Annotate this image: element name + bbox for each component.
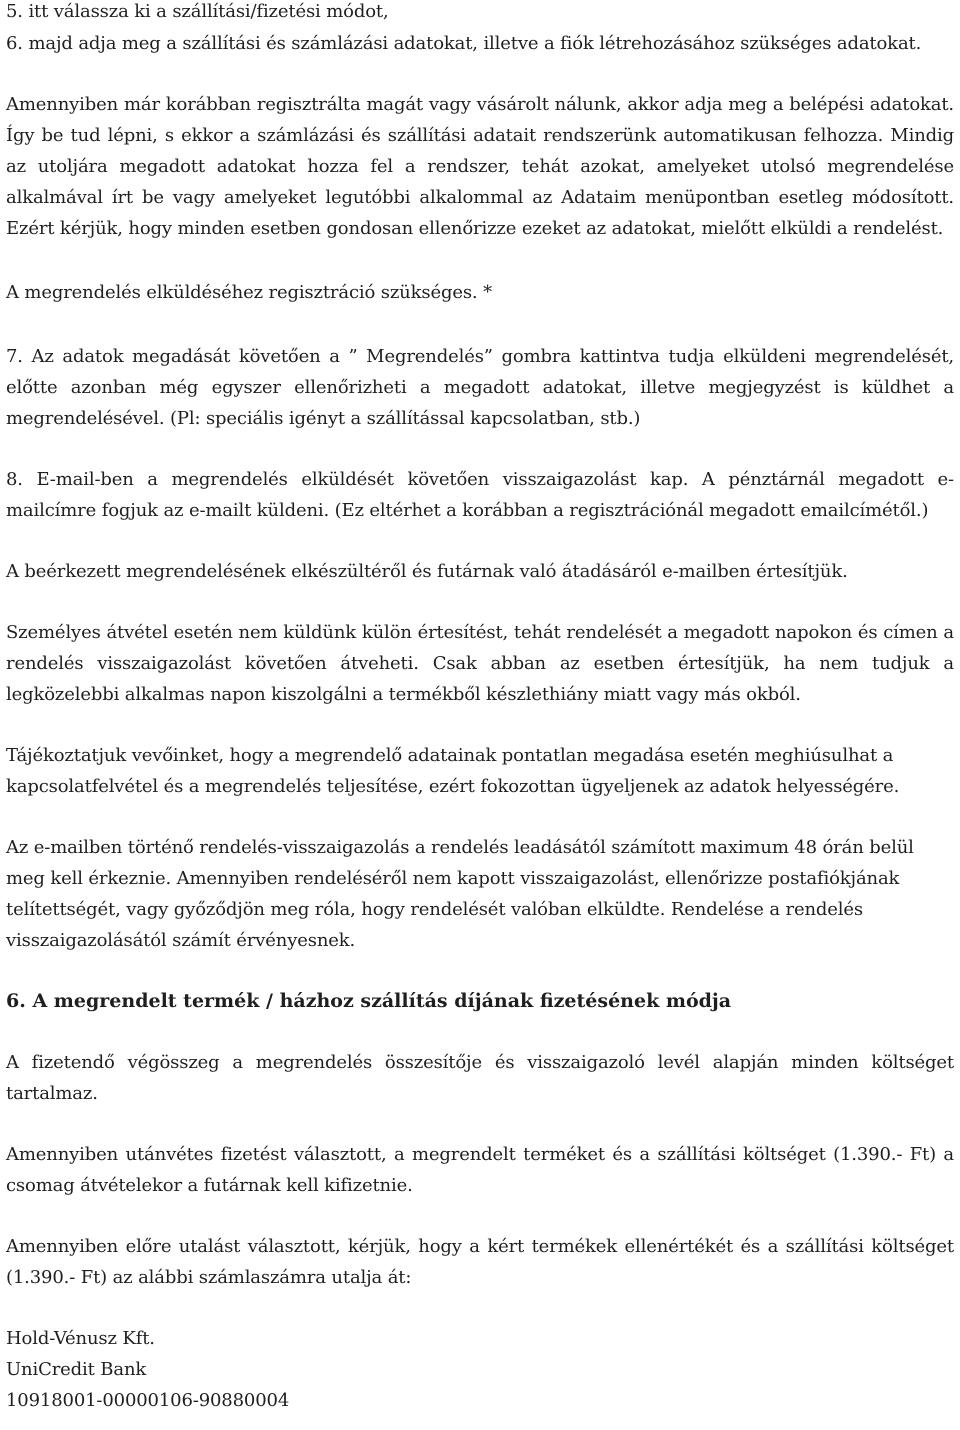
notify-paragraph: A beérkezett megrendelésének elkészültéről és futárnak való átadásáról e-mailben értesítjük. — [6, 561, 848, 582]
account-number: 10918001-00000106-90880004 — [6, 1390, 290, 1411]
list-item-7: 7. Az adatok megadását követően a ” Megrendelés” gombra kattintva tudja elküldeni megrendelését, előtte azonban még egyszer ellenőrizheti a megadott adatokat, illetve megjegyzést is küldhet a megrendelésével. (Pl: speciális igényt a szállítással kapcsolatban, stb.) — [6, 346, 954, 429]
section-6-heading: 6. A megrendelt termék / házhoz szállítás díjának fizetésének módja — [6, 990, 732, 1012]
cod-paragraph: Amennyiben utánvétes fizetést választott, a megrendelt terméket és a szállítási költséget (1.390.- Ft) a csomag átvételekor a futárnak kell kifizetnie. — [6, 1144, 954, 1196]
list-item-8: 8. E-mail-ben a megrendelés elküldését követően visszaigazolást kap. A pénztárnál megadott e-mailcímre fogjuk az e-mailt küldeni. (Ez eltérhet a korábban a regisztrációnál megadott emailcímétől.) — [6, 469, 954, 521]
bank-name: UniCredit Bank — [6, 1359, 147, 1380]
bank-details — [6, 1323, 954, 1416]
prepay-paragraph: Amennyiben előre utalást választott, kérjük, hogy a kért termékek ellenértékét és a szállítási költséget (1.390.- Ft) az alábbi számlaszámra utalja át: — [6, 1236, 954, 1288]
confirmation-paragraph: Az e-mailben történő rendelés-visszaigazolás a rendelés leadásától számított maximum 48 órán belül meg kell érkeznie. Amennyiben rendeléséről nem kapott visszaigazolást, ellenőrizze postafiókjának telítettségét, vagy győződjön meg róla, hogy rendelését valóban elküldte. Rendelése a rendelés visszaigazolásától számít érvényesnek. — [6, 837, 914, 951]
total-paragraph: A fizetendő végösszeg a megrendelés összesítője és visszaigazoló levél alapján minden költséget tartalmaz. — [6, 1052, 954, 1104]
pickup-paragraph: Személyes átvétel esetén nem küldünk külön értesítést, tehát rendelését a megadott napokon és címen a rendelés visszaigazolást követően átveheti. Csak abban az esetben értesítjük, ha nem tudjuk a legközelebbi alkalmas napon kiszolgálni a termékből készlethiány miatt vagy más okból. — [6, 622, 954, 705]
list-item-6: 6. majd adja meg a szállítási és számlázási adatokat, illetve a fiók létrehozásához szükséges adatokat. — [6, 33, 922, 54]
registration-required-note: A megrendelés elküldéséhez regisztráció szükséges. * — [6, 282, 492, 303]
company-name: Hold-Vénusz Kft. — [6, 1328, 155, 1349]
warning-paragraph: Tájékoztatjuk vevőinket, hogy a megrendelő adatainak pontatlan megadása esetén meghiúsulhat a kapcsolatfelvétel és a megrendelés teljesítése, ezért fokozottan ügyeljenek az adatok helyességére. — [6, 745, 900, 797]
list-item-5: 5. itt válassza ki a szállítási/fizetési módot, — [6, 1, 389, 22]
registration-paragraph: Amennyiben már korábban regisztrálta magát vagy vásárolt nálunk, akkor adja meg a belépési adatokat. Így be tud lépni, s ekkor a számlázási és szállítási adatait rendszerünk automatikusan felhozza. Mindig az utoljára megadott adatokat hozza fel a rendszer, tehát azokat, amelyeket utolsó megrendelése alkalmával írt be vagy amelyeket legutóbbi alkalommal az Adataim menüpontban esetleg módosított. Ezért kérjük, hogy minden esetben gondosan ellenőrizze ezeket az adatokat, mielőtt elküldi a rendelést. — [6, 94, 954, 239]
